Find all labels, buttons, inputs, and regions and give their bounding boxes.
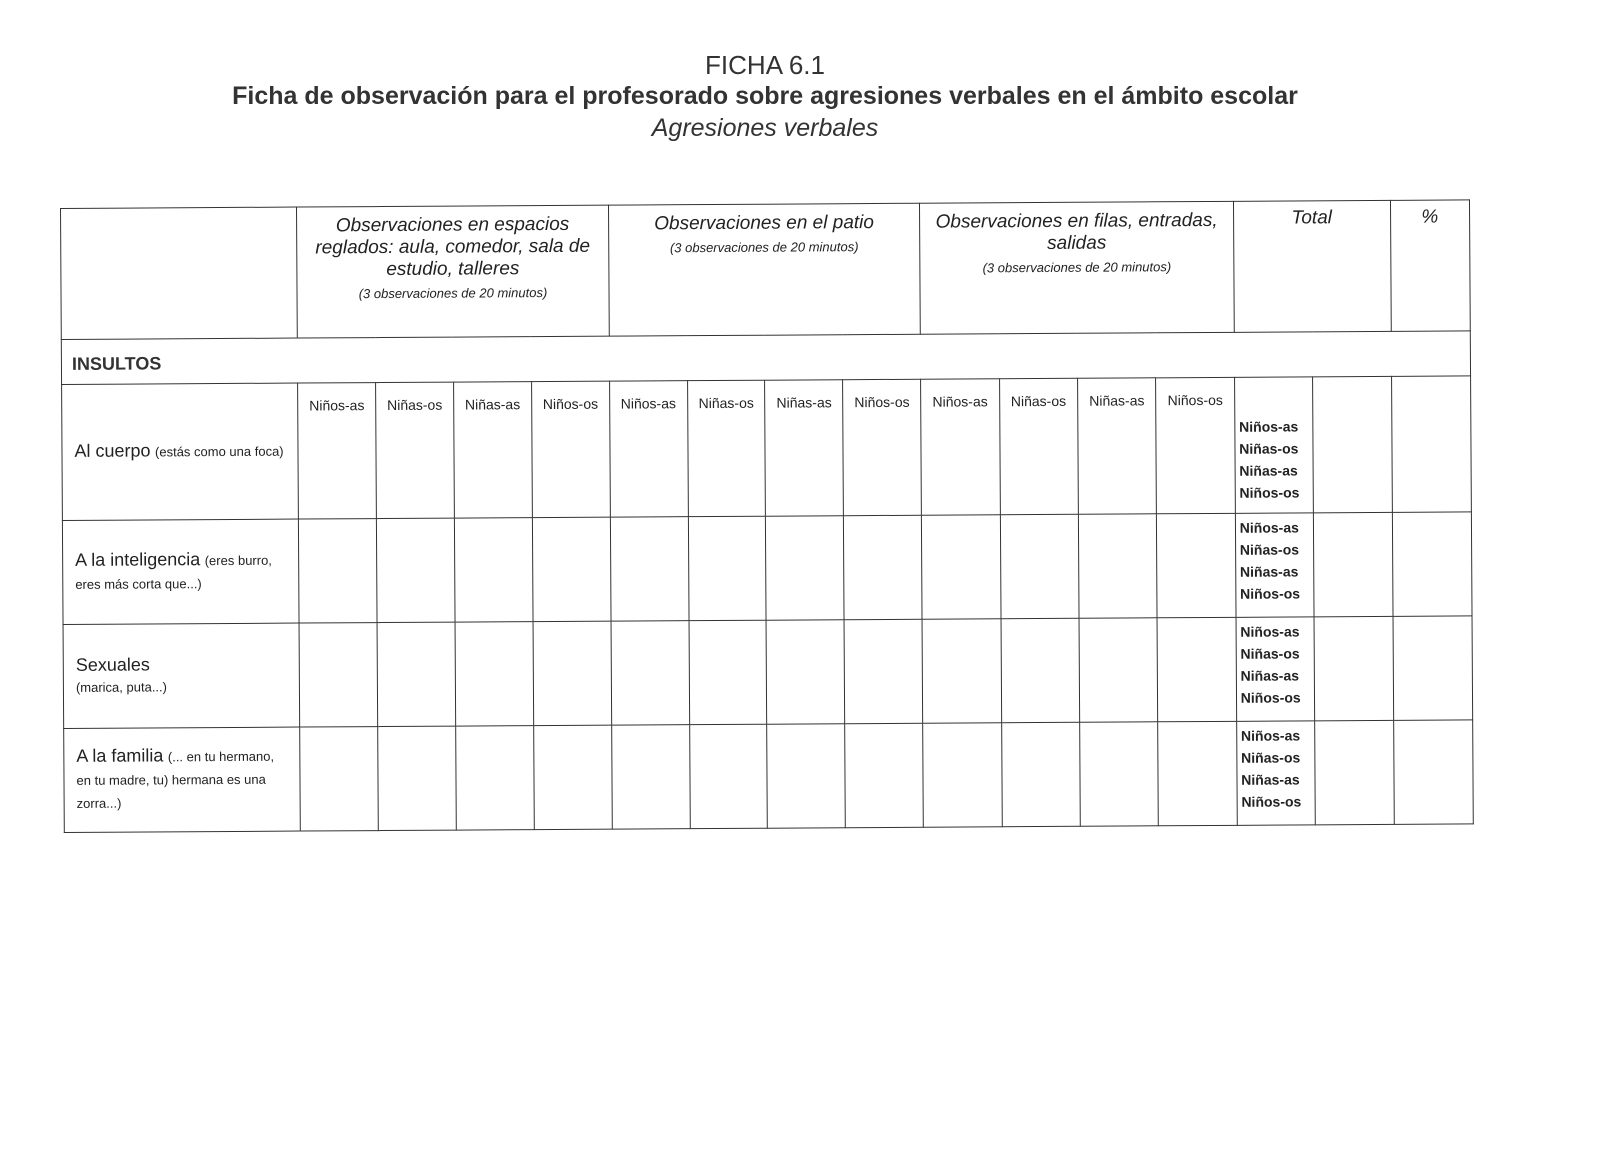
subheader-cell[interactable]: Niñas-as bbox=[453, 382, 532, 518]
observation-cell[interactable] bbox=[844, 515, 923, 619]
group-header-row bbox=[61, 200, 1471, 340]
row-example: (marica, puta...) bbox=[75, 678, 168, 695]
table-row bbox=[63, 616, 1473, 729]
gender-label: Niños-os bbox=[1240, 585, 1301, 602]
group-note: (3 observaciones de 20 minutos) bbox=[982, 259, 1172, 276]
row-label: A la inteligencia bbox=[75, 548, 201, 570]
form-subtitle: Agresiones verbales bbox=[651, 114, 879, 142]
row-example: (estás como una foca) bbox=[154, 443, 284, 460]
gender-label: Niñas-as bbox=[1240, 667, 1300, 684]
total-value-cell[interactable] bbox=[1314, 512, 1393, 616]
gender-label: Niños-os bbox=[1239, 484, 1300, 501]
observation-cell[interactable] bbox=[766, 620, 845, 724]
form-title: Ficha de observación para el profesorado sobre agresiones verbales en el ámbito escolar bbox=[232, 82, 1298, 110]
group-title: Observaciones en espacios reglados: aula, comedor, sala de estudio, talleres bbox=[315, 213, 591, 281]
document-header bbox=[0, 50, 1530, 144]
percent-value-cell[interactable] bbox=[1392, 512, 1472, 616]
row-label-cell bbox=[62, 383, 299, 520]
row-example: (eres burro, eres más corta que...) bbox=[75, 552, 272, 592]
group-note: (3 observaciones de 20 minutos) bbox=[358, 285, 548, 302]
section-insultos: INSULTOS bbox=[61, 331, 1470, 385]
observation-cell[interactable] bbox=[1078, 514, 1157, 618]
observation-cell[interactable] bbox=[1079, 618, 1158, 722]
row-label-cell bbox=[63, 623, 300, 728]
row-label-cell bbox=[62, 519, 299, 624]
observation-cell[interactable] bbox=[1001, 618, 1080, 722]
observation-cell[interactable] bbox=[533, 725, 612, 829]
observation-cell[interactable] bbox=[299, 623, 378, 727]
observation-cell[interactable] bbox=[845, 723, 924, 827]
corner-cell bbox=[61, 207, 298, 339]
percent-header: % bbox=[1390, 200, 1470, 331]
subheader-cell[interactable]: Niños-as bbox=[609, 381, 688, 517]
observation-cell[interactable] bbox=[376, 518, 455, 622]
observation-table bbox=[60, 199, 1474, 833]
observation-cell[interactable] bbox=[689, 724, 768, 828]
observation-cell[interactable] bbox=[378, 726, 457, 830]
group-title: Observaciones en el patio bbox=[654, 212, 874, 235]
group-note: (3 observaciones de 20 minutos) bbox=[669, 239, 859, 256]
total-value-cell[interactable] bbox=[1313, 376, 1392, 512]
gender-label: Niñas-as bbox=[1241, 771, 1300, 788]
gender-label: Niños-as bbox=[1240, 623, 1300, 640]
observation-cell[interactable] bbox=[688, 516, 767, 620]
total-value-cell[interactable] bbox=[1314, 616, 1393, 720]
gender-label: Niñas-os bbox=[1241, 749, 1301, 766]
observation-cell[interactable] bbox=[922, 619, 1001, 723]
observation-cell[interactable] bbox=[1000, 514, 1079, 618]
observation-cell[interactable] bbox=[1001, 722, 1080, 826]
observation-cell[interactable] bbox=[767, 724, 846, 828]
subheader-cell[interactable]: Niños-os bbox=[843, 379, 922, 515]
total-gender-labels bbox=[1235, 513, 1314, 617]
row-label-cell bbox=[64, 727, 301, 832]
total-header: Total bbox=[1233, 200, 1391, 332]
table-row bbox=[64, 720, 1474, 833]
subheader-cell[interactable]: Niños-as bbox=[298, 383, 377, 519]
observation-cell[interactable] bbox=[454, 518, 533, 622]
observation-cell[interactable] bbox=[299, 519, 378, 623]
percent-value-cell[interactable] bbox=[1393, 720, 1473, 824]
table-row bbox=[62, 376, 1472, 521]
gender-label: Niños-os bbox=[1240, 689, 1301, 706]
gender-label: Niños-os bbox=[1241, 793, 1302, 810]
observation-cell[interactable] bbox=[1158, 721, 1237, 825]
subheader-cell[interactable]: Niñas-as bbox=[1078, 378, 1157, 514]
observation-cell[interactable] bbox=[610, 517, 689, 621]
gender-label: Niños-as bbox=[1240, 727, 1301, 744]
group-header-filas bbox=[920, 201, 1234, 334]
gender-label: Niños-as bbox=[1239, 418, 1299, 435]
row-example: (... en tu hermano, en tu madre, tu) hermana es una zorra...) bbox=[76, 748, 275, 811]
total-gender-labels bbox=[1234, 377, 1313, 513]
subheader-cell[interactable]: Niños-os bbox=[531, 381, 610, 517]
total-value-cell[interactable] bbox=[1315, 720, 1394, 824]
gender-label: Niños-as bbox=[1239, 519, 1299, 536]
gender-label: Niñas-os bbox=[1239, 440, 1299, 457]
observation-cell[interactable] bbox=[1157, 513, 1236, 617]
subheader-cell[interactable]: Niños-os bbox=[1156, 377, 1235, 513]
gender-label: Niñas-os bbox=[1240, 645, 1300, 662]
observation-cell[interactable] bbox=[844, 619, 923, 723]
subheader-cell[interactable]: Niños-as bbox=[921, 379, 1000, 515]
observation-cell[interactable] bbox=[377, 622, 456, 726]
percent-value-cell[interactable] bbox=[1391, 376, 1471, 512]
subheader-cell[interactable]: Niñas-as bbox=[765, 380, 844, 516]
observation-cell[interactable] bbox=[766, 516, 845, 620]
observation-cell[interactable] bbox=[532, 517, 611, 621]
percent-value-cell[interactable] bbox=[1393, 616, 1473, 720]
group-header-reglados bbox=[297, 205, 609, 338]
observation-cell[interactable] bbox=[300, 727, 379, 831]
group-header-patio bbox=[608, 203, 920, 336]
total-gender-labels bbox=[1236, 721, 1315, 825]
observation-cell[interactable] bbox=[611, 725, 690, 829]
observation-cell[interactable] bbox=[611, 621, 690, 725]
gender-label: Niñas-as bbox=[1239, 462, 1298, 479]
subheader-cell[interactable]: Niñas-os bbox=[376, 382, 455, 518]
row-label: Al cuerpo bbox=[74, 440, 151, 461]
observation-cell[interactable] bbox=[923, 723, 1002, 827]
observation-cell[interactable] bbox=[1157, 617, 1236, 721]
observation-cell[interactable] bbox=[1080, 722, 1159, 826]
gender-label: Niñas-as bbox=[1239, 563, 1299, 580]
observation-cell[interactable] bbox=[689, 620, 768, 724]
observation-cell[interactable] bbox=[455, 622, 534, 726]
observation-cell[interactable] bbox=[456, 726, 535, 830]
subheader-cell[interactable]: Niñas-os bbox=[999, 378, 1078, 514]
group-title: Observaciones en filas, entradas, salidas bbox=[935, 209, 1218, 254]
table-row bbox=[62, 512, 1472, 625]
row-label: A la familia bbox=[76, 745, 164, 766]
form-code: FICHA 6.1 bbox=[705, 50, 825, 80]
observation-cell[interactable] bbox=[922, 515, 1001, 619]
subheader-cell[interactable]: Niñas-os bbox=[687, 380, 766, 516]
total-gender-labels bbox=[1236, 617, 1315, 721]
gender-label: Niñas-os bbox=[1239, 541, 1300, 558]
row-label: Sexuales bbox=[75, 653, 150, 675]
observation-cell[interactable] bbox=[533, 621, 612, 725]
